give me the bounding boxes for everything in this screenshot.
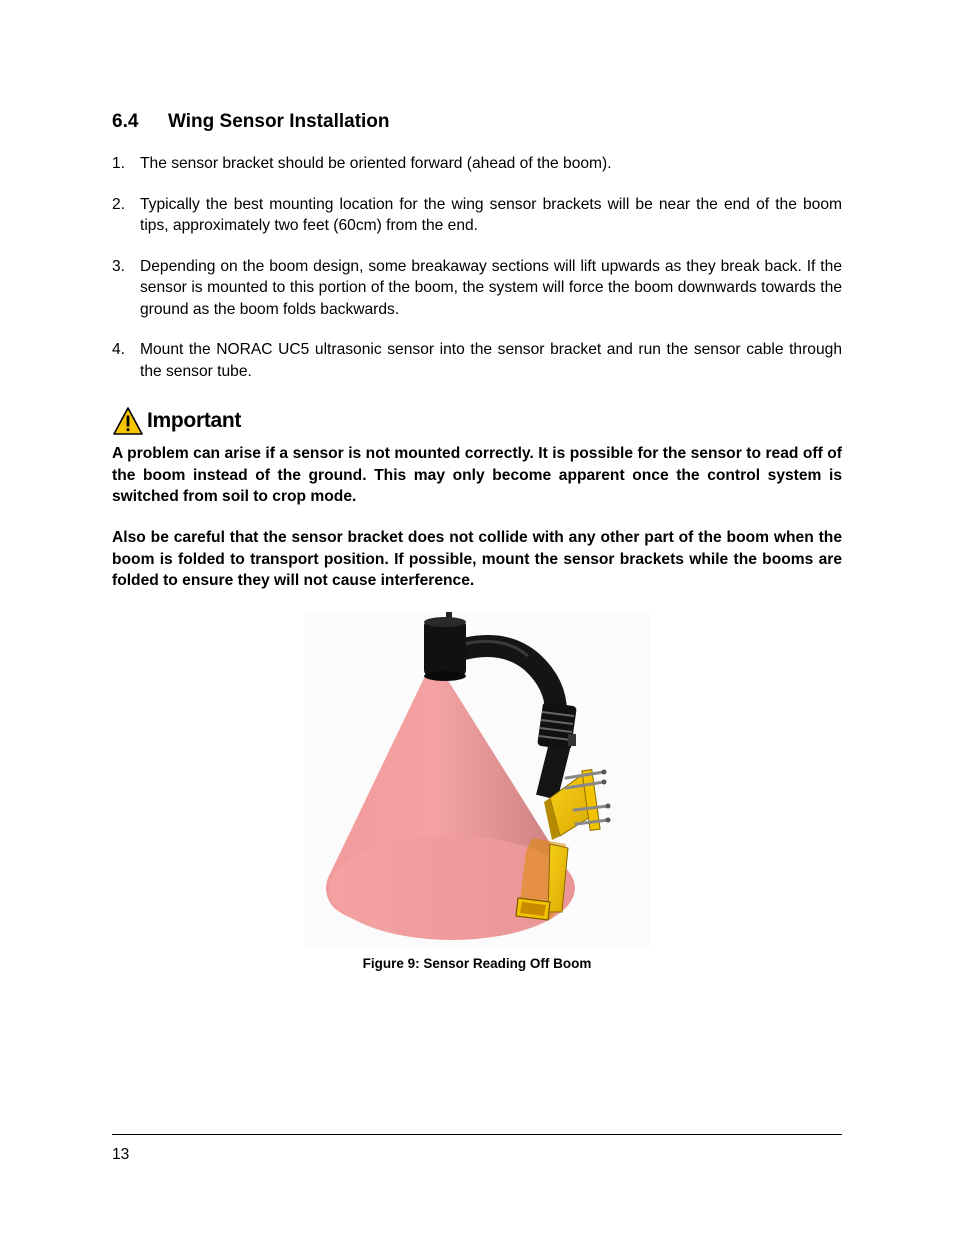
section-title: Wing Sensor Installation [168, 111, 390, 132]
footer-divider [112, 1134, 842, 1135]
list-item [112, 339, 842, 382]
important-label: Important [147, 409, 242, 432]
warning-triangle-icon [112, 406, 144, 436]
list-item-text: Mount the NORAC UC5 ultrasonic sensor into the sensor bracket and run the sensor cable through the sensor tube. [140, 341, 842, 380]
sensor-illustration [304, 612, 650, 948]
list-item-text: Typically the best mounting location for the wing sensor brackets will be near the end of the boom tips, approximately two feet (60cm) from the end. [140, 195, 842, 234]
list-marker: 4. [112, 341, 126, 358]
installation-steps [112, 153, 842, 401]
list-item [112, 256, 842, 321]
sensor-figure [304, 612, 650, 948]
ultrasonic-sensor-head [424, 612, 466, 681]
section-number: 6.4 [112, 111, 139, 132]
list-marker: 1. [112, 155, 126, 172]
list-marker: 2. [112, 195, 126, 213]
figure-caption: Figure 9: Sensor Reading Off Boom [362, 956, 592, 971]
important-heading [112, 405, 241, 437]
list-item-text: Depending on the boom design, some breakaway sections will lift upwards as they break back. If the sensor is mounted to this portion of the boom, the system will force the boom downwards towards the ground as the boom folds backwards. [140, 257, 842, 318]
list-marker: 3. [112, 257, 126, 275]
list-item [112, 153, 842, 175]
warning-paragraph: A problem can arise if a sensor is not mounted correctly. It is possible for the sensor to read off of the boom instead of the ground. This may only become apparent once the control system is switched from soil to crop mode. [112, 445, 842, 505]
list-item [112, 194, 842, 237]
page-number: 13 [112, 1146, 130, 1163]
list-item-text: The sensor bracket should be oriented forward (ahead of the boom). [140, 155, 612, 172]
section-heading [112, 111, 390, 133]
warning-paragraph: Also be careful that the sensor bracket does not collide with any other part of the boom when the boom is folded to transport position. If possible, mount the sensor brackets while the booms are folded to ensure they will not cause interference. [112, 529, 842, 589]
